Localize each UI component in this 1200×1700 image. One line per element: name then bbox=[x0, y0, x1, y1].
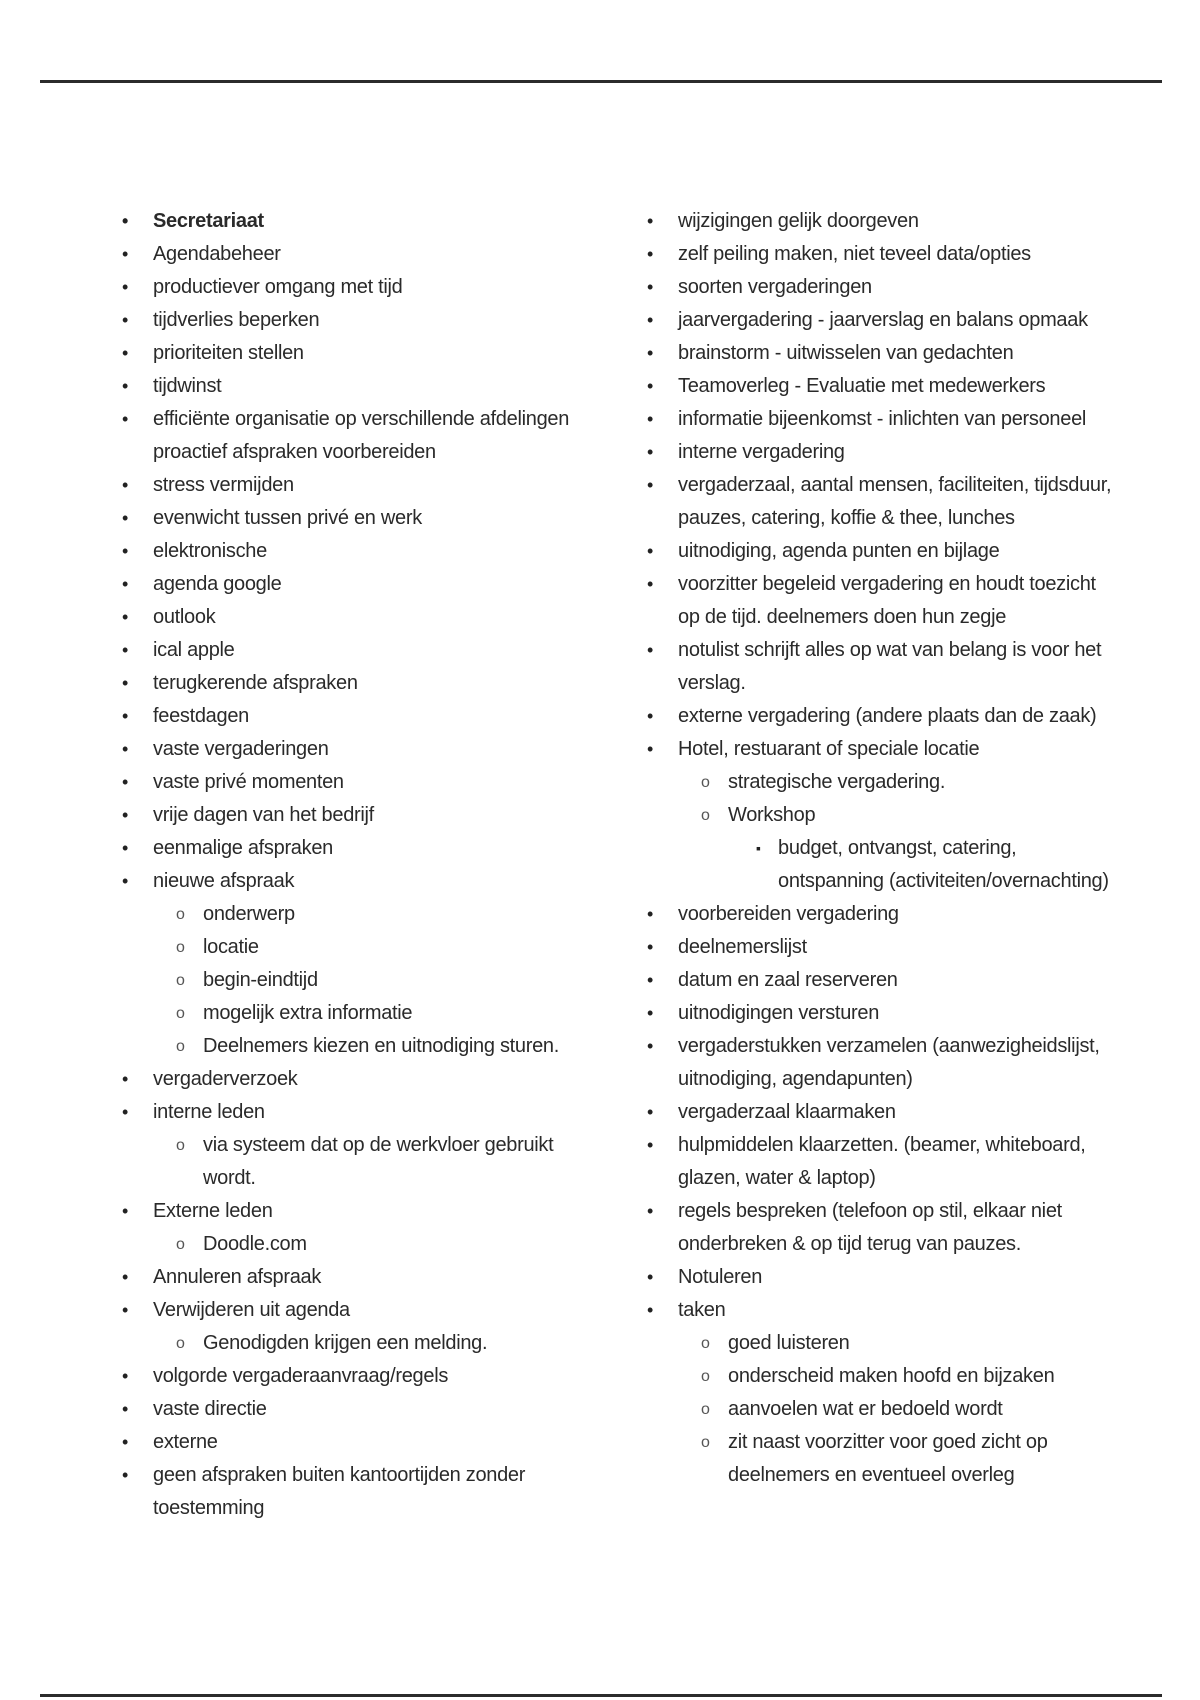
list-item: • hulpmiddelen klaarzetten. (beamer, whiteboard, glazen, water & laptop) bbox=[645, 1129, 1115, 1195]
list-item: o Doodle.com bbox=[120, 1228, 590, 1261]
list-item: o Deelnemers kiezen en uitnodiging sturen. bbox=[120, 1030, 590, 1063]
list-item: • uitnodigingen versturen bbox=[645, 997, 1115, 1030]
list-item: • externe bbox=[120, 1426, 590, 1459]
list-item: • Verwijderen uit agenda bbox=[120, 1294, 590, 1327]
list-item: • outlook bbox=[120, 601, 590, 634]
list-item: • Agendabeheer bbox=[120, 238, 590, 271]
right-bullet-list bbox=[645, 205, 1115, 1492]
list-item: • Hotel, restuarant of speciale locatie bbox=[645, 733, 1115, 766]
top-rule bbox=[40, 80, 1162, 83]
list-item: o mogelijk extra informatie bbox=[120, 997, 590, 1030]
list-item: • ical apple bbox=[120, 634, 590, 667]
list-item: • geen afspraken buiten kantoortijden zonder toestemming bbox=[120, 1459, 590, 1525]
list-item: • vaste directie bbox=[120, 1393, 590, 1426]
list-item: • agenda google bbox=[120, 568, 590, 601]
list-item: • regels bespreken (telefoon op stil, elkaar niet onderbreken & op tijd terug van pauzes. bbox=[645, 1195, 1115, 1261]
list-item: • informatie bijeenkomst - inlichten van personeel bbox=[645, 403, 1115, 436]
list-item: • Secretariaat bbox=[120, 205, 590, 238]
left-bullet-list bbox=[120, 205, 590, 1525]
list-item: • voorzitter begeleid vergadering en houdt toezicht op de tijd. deelnemers doen hun zegje bbox=[645, 568, 1115, 634]
list-item: • interne vergadering bbox=[645, 436, 1115, 469]
list-item: o begin-eindtijd bbox=[120, 964, 590, 997]
list-item: o Genodigden krijgen een melding. bbox=[120, 1327, 590, 1360]
list-item: o goed luisteren bbox=[645, 1327, 1115, 1360]
list-item: • prioriteiten stellen bbox=[120, 337, 590, 370]
list-item: • wijzigingen gelijk doorgeven bbox=[645, 205, 1115, 238]
list-item: o onderscheid maken hoofd en bijzaken bbox=[645, 1360, 1115, 1393]
list-item: • elektronische bbox=[120, 535, 590, 568]
list-item: • vergaderverzoek bbox=[120, 1063, 590, 1096]
list-item: • Notuleren bbox=[645, 1261, 1115, 1294]
list-item: o via systeem dat op de werkvloer gebruikt wordt. bbox=[120, 1129, 590, 1195]
list-item: • vaste privé momenten bbox=[120, 766, 590, 799]
left-column bbox=[120, 205, 590, 1525]
list-item: • vrije dagen van het bedrijf bbox=[120, 799, 590, 832]
list-item: • Teamoverleg - Evaluatie met medewerkers bbox=[645, 370, 1115, 403]
list-item: • tijdverlies beperken bbox=[120, 304, 590, 337]
list-item: ▪ budget, ontvangst, catering, ontspanning (activiteiten/overnachting) bbox=[645, 832, 1115, 898]
list-item: • volgorde vergaderaanvraag/regels bbox=[120, 1360, 590, 1393]
list-item: • eenmalige afspraken bbox=[120, 832, 590, 865]
list-item: • deelnemerslijst bbox=[645, 931, 1115, 964]
bottom-rule bbox=[40, 1694, 1162, 1697]
list-item: • uitnodiging, agenda punten en bijlage bbox=[645, 535, 1115, 568]
list-item: • soorten vergaderingen bbox=[645, 271, 1115, 304]
right-column bbox=[645, 205, 1115, 1492]
list-item: o locatie bbox=[120, 931, 590, 964]
list-item: o onderwerp bbox=[120, 898, 590, 931]
list-item: • voorbereiden vergadering bbox=[645, 898, 1115, 931]
list-item: • vergaderzaal, aantal mensen, faciliteiten, tijdsduur, pauzes, catering, koffie & thee, lunches bbox=[645, 469, 1115, 535]
list-item: • feestdagen bbox=[120, 700, 590, 733]
list-item: • nieuwe afspraak bbox=[120, 865, 590, 898]
list-item: o aanvoelen wat er bedoeld wordt bbox=[645, 1393, 1115, 1426]
list-item: • brainstorm - uitwisselen van gedachten bbox=[645, 337, 1115, 370]
list-item: • terugkerende afspraken bbox=[120, 667, 590, 700]
list-item: • stress vermijden bbox=[120, 469, 590, 502]
list-item: • zelf peiling maken, niet teveel data/opties bbox=[645, 238, 1115, 271]
list-item: • productiever omgang met tijd bbox=[120, 271, 590, 304]
list-item: • vergaderstukken verzamelen (aanwezigheidslijst, uitnodiging, agendapunten) bbox=[645, 1030, 1115, 1096]
list-item: • datum en zaal reserveren bbox=[645, 964, 1115, 997]
list-item: o strategische vergadering. bbox=[645, 766, 1115, 799]
list-item: • vergaderzaal klaarmaken bbox=[645, 1096, 1115, 1129]
list-item: • Annuleren afspraak bbox=[120, 1261, 590, 1294]
list-item: • tijdwinst bbox=[120, 370, 590, 403]
list-item: • evenwicht tussen privé en werk bbox=[120, 502, 590, 535]
list-item: • externe vergadering (andere plaats dan de zaak) bbox=[645, 700, 1115, 733]
list-item: • notulist schrijft alles op wat van belang is voor het verslag. bbox=[645, 634, 1115, 700]
list-item: • jaarvergadering - jaarverslag en balans opmaak bbox=[645, 304, 1115, 337]
list-item: • taken bbox=[645, 1294, 1115, 1327]
list-item: • efficiënte organisatie op verschillende afdelingen proactief afspraken voorbereiden bbox=[120, 403, 590, 469]
list-item: • interne leden bbox=[120, 1096, 590, 1129]
list-item: • Externe leden bbox=[120, 1195, 590, 1228]
list-item: • vaste vergaderingen bbox=[120, 733, 590, 766]
list-item: o Workshop bbox=[645, 799, 1115, 832]
list-item: o zit naast voorzitter voor goed zicht op deelnemers en eventueel overleg bbox=[645, 1426, 1115, 1492]
